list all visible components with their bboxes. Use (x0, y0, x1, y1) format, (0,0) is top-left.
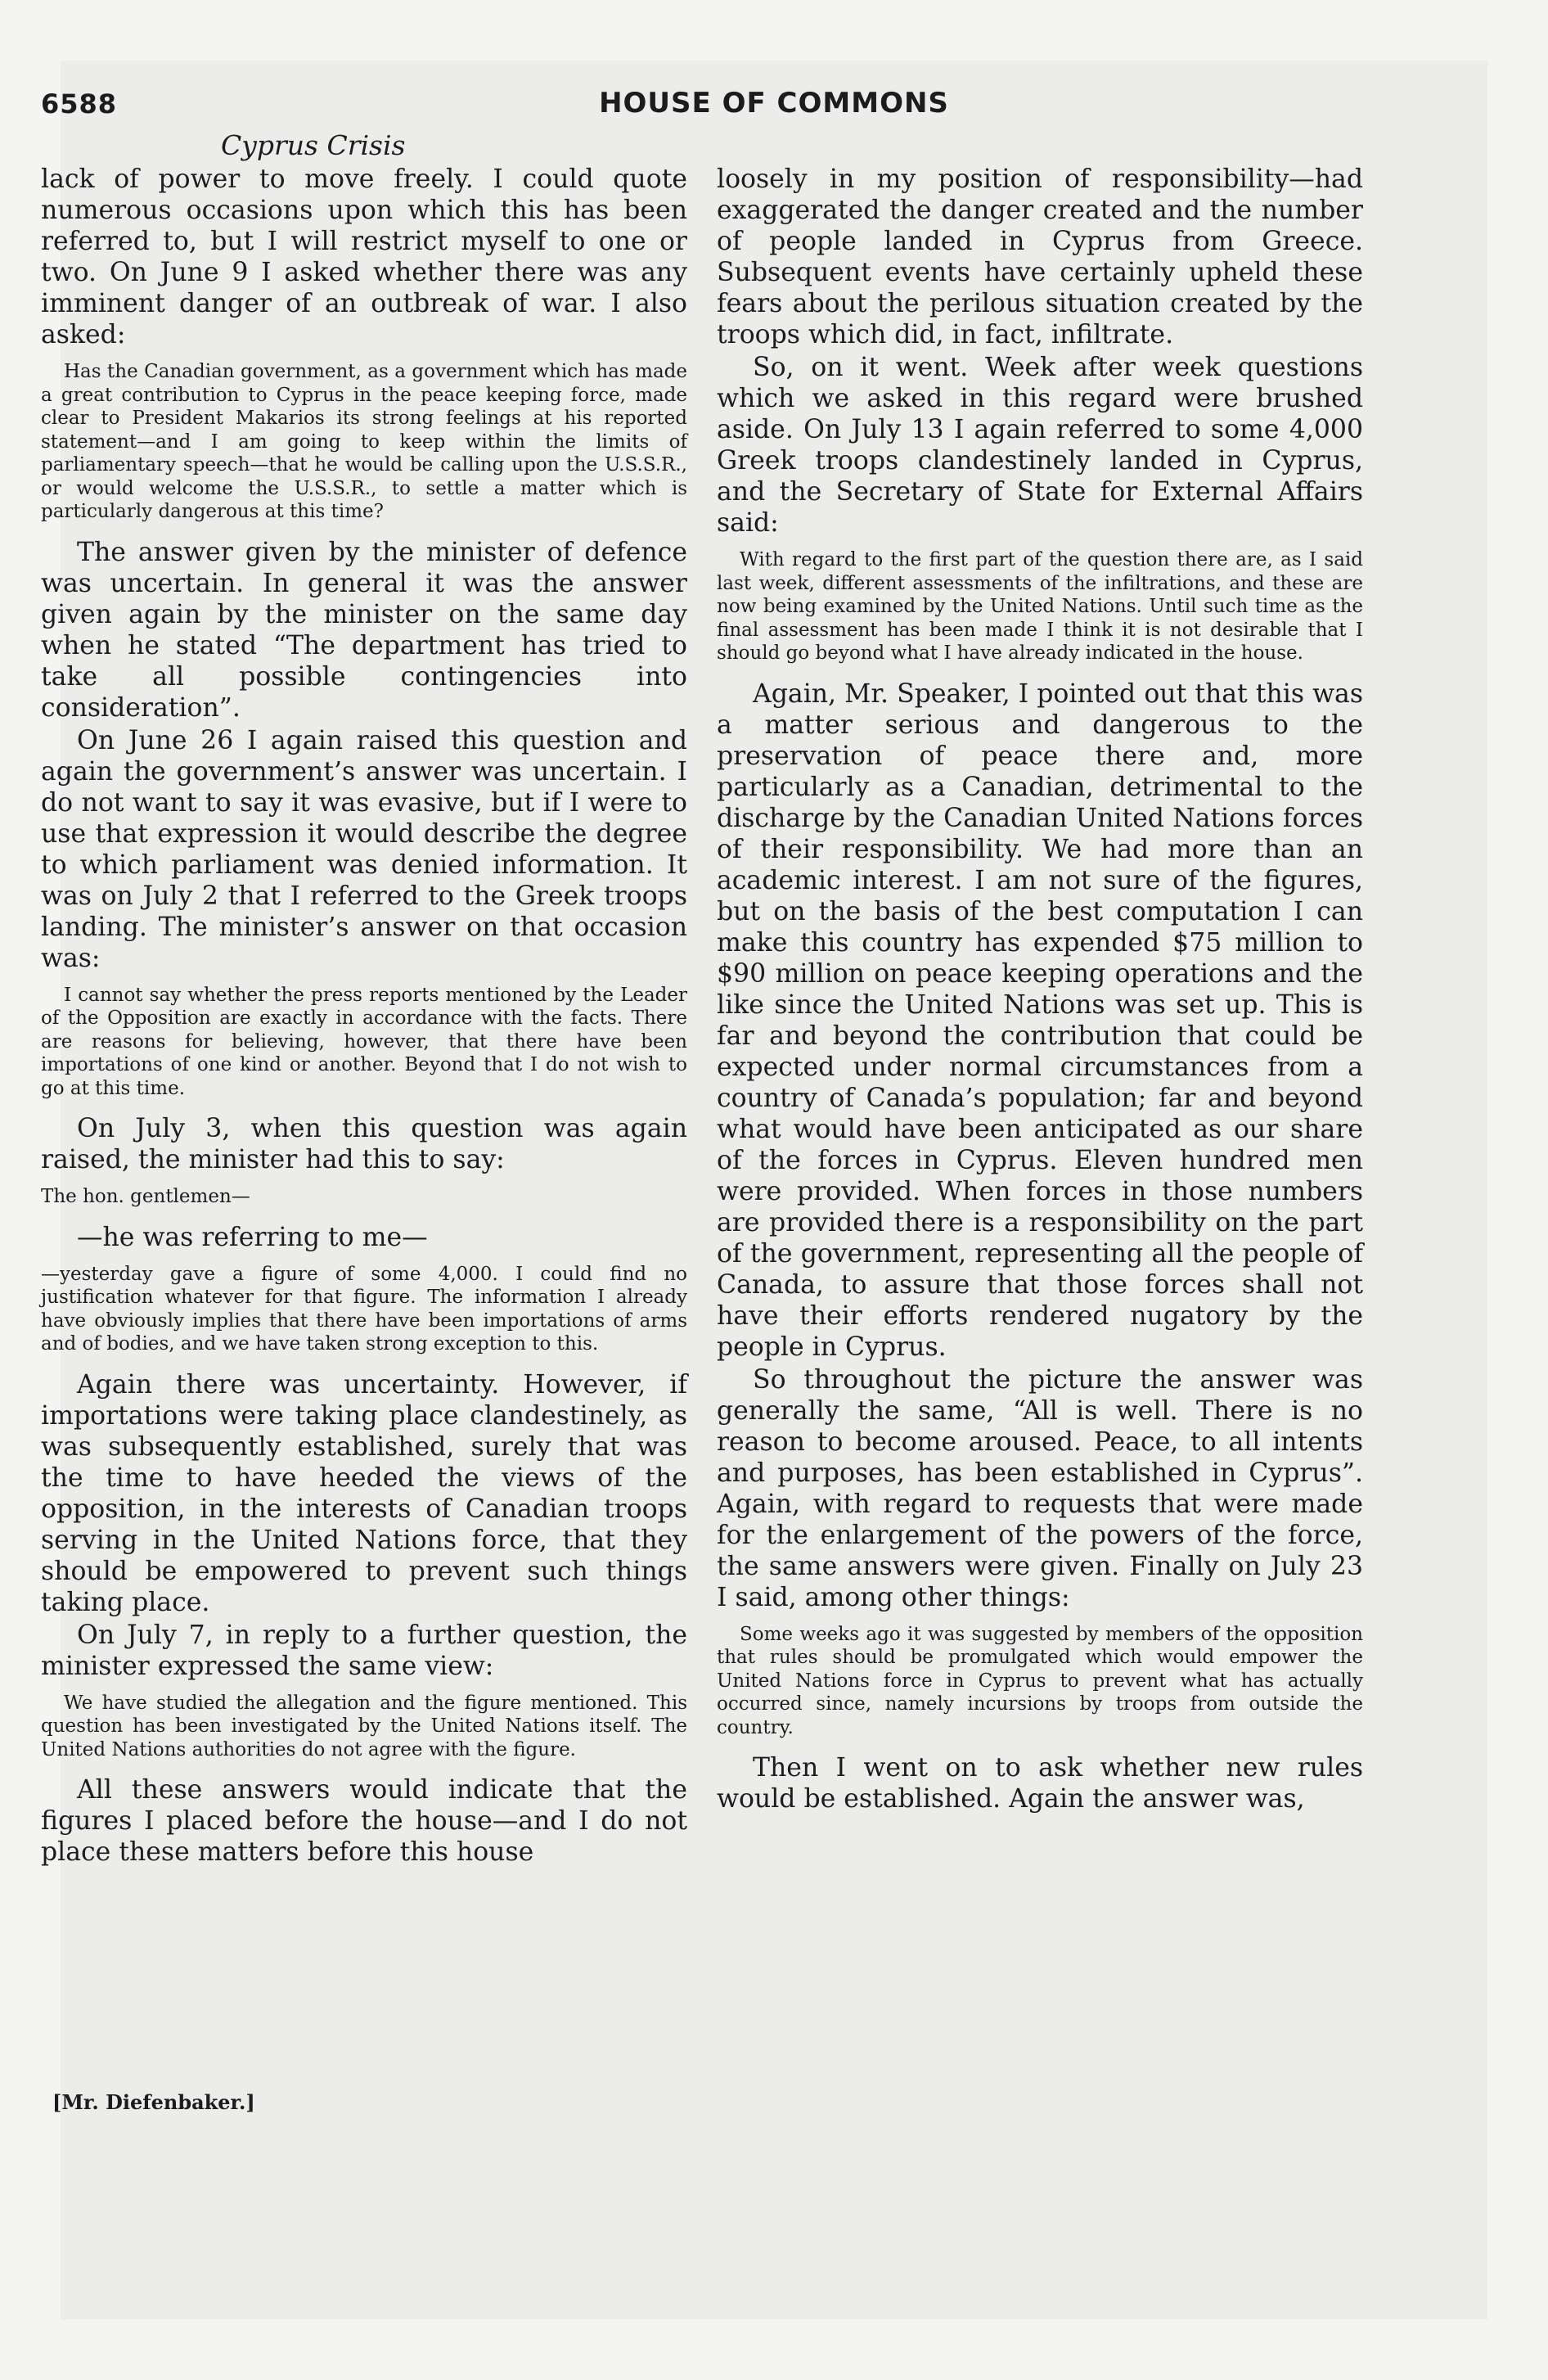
paragraph: All these answers would indicate that the figures I placed before the house—and I do not place these matters before this house (41, 1775, 687, 1867)
paragraph: On July 7, in reply to a further question, the minister expressed the same view: (41, 1620, 687, 1681)
quotation: We have studied the allegation and the figure mentioned. This question has been investigated by the United Nations itself. The United Nations authorities do not agree with the figure. (41, 1692, 687, 1760)
quotation: I cannot say whether the press reports mentioned by the Leader of the Opposition are exactly in accordance with the facts. There are reasons for believing, however, that there have been importations of one kind or another. Beyond that I do not wish to go at this time. (41, 984, 687, 1099)
paragraph: The answer given by the minister of defence was uncertain. In general it was the answer given again by the minister on the same day when he stated “The department has tried to take all possible contingencies into consideration”. (41, 537, 687, 723)
paragraph: Again, Mr. Speaker, I pointed out that this was a matter serious and dangerous to the preservation of peace there and, more particularly as a Canadian, detrimental to the discharge by the Canadian United Nations forces of their responsibility. We had more than an academic interest. I am not sure of the figures, but on the basis of the best computation I can make this country has expended $75 million to $90 million on peace keeping operations and the like since the United Nations was set up. This is far and beyond the contribution that could be expected under normal circumstances from a country of Canada’s population; far and beyond what would have been anticipated as our share of the forces in Cyprus. Eleven hundred men were provided. When forces in those numbers are provided there is a responsibility on the part of the government, representing all the people of Canada, to assure that those forces shall not have their efforts rendered nugatory by the people in Cyprus. (717, 678, 1363, 1362)
speaker-attribution: [Mr. Diefenbaker.] (52, 2090, 255, 2114)
paragraph: On July 3, when this question was again raised, the minister had this to say: (41, 1114, 687, 1174)
paragraph: Then I went on to ask whether new rules would be established. Again the answer was, (717, 1753, 1363, 1814)
paragraph: loosely in my position of responsibility—had exaggerated the danger created and the number of people landed in Cyprus from Greece. Subsequent events have certainly upheld these fears about the perilous situation created by the troops which did, in fact, infiltrate. (717, 165, 1363, 349)
quotation: The hon. gentlemen— (41, 1186, 250, 1207)
right-column (717, 164, 1363, 1816)
quotation: Has the Canadian government, as a government which has made a great contribution to Cyprus in the peace keeping force, made clear to President Makarios its strong feelings at his reported statement—and I am going to keep within the limits of parliamentary speech—that he would be calling upon the U.S.S.R., or would welcome the U.S.S.R., to settle a matter which is particularly dangerous at this time? (41, 361, 687, 522)
paragraph: lack of power to move freely. I could quote numerous occasions upon which this has been referred to, but I will restrict myself to one or two. On June 9 I asked whether there was any imminent danger of an outbreak of war. I also asked: (41, 165, 687, 349)
paragraph: So, on it went. Week after week questions which we asked in this regard were brushed aside. On July 13 I again referred to some 4,000 Greek troops clandestinely landed in Cyprus, and the Secretary of State for External Affairs said: (717, 353, 1363, 538)
quotation: —yesterday gave a figure of some 4,000. I could find no justification whatever for that figure. The information I already have obviously implies that there have been importations of arms and of bodies, and we have taken strong exception to this. (41, 1263, 687, 1355)
left-column (41, 164, 687, 1869)
quotation: With regard to the first part of the question there are, as I said last week, different assessments of the infiltrations, and these are now being examined by the United Nations. Until such time as the final assessment has been made I think it is not desirable that I should go beyond what I have already indicated in the house. (717, 549, 1363, 664)
paragraph: Again there was uncertainty. However, if importations were taking place clandestinely, as was subsequently established, surely that was the time to have heeded the views of the opposition, in the interests of Canadian troops serving in the United Nations force, that they should be empowered to prevent such things taking place. (41, 1369, 687, 1617)
paragraph: So throughout the picture the answer was generally the same, “All is well. There is no reason to become aroused. Peace, to all intents and purposes, has been established in Cyprus”. Again, with regard to requests that were made for the enlargement of the powers of the force, the same answers were given. Finally on July 23 I said, among other things: (717, 1364, 1363, 1612)
page-title: HOUSE OF COMMONS (599, 87, 949, 119)
page-number: 6588 (41, 88, 118, 119)
paragraph: On June 26 I again raised this question and again the government’s answer was uncertain. I do not want to say it was evasive, but if I were to use that expression it would describe the degree to which parliament was denied information. It was on July 2 that I referred to the Greek troops landing. The minister’s answer on that occasion was: (41, 725, 687, 973)
quotation: Some weeks ago it was suggested by members of the opposition that rules should be promulgated which would empower the United Nations force in Cyprus to prevent what has actually occurred since, namely incursions by troops from outside the country. (717, 1623, 1363, 1738)
section-subject: Cyprus Crisis (221, 129, 406, 161)
paragraph: —he was referring to me— (77, 1222, 428, 1252)
